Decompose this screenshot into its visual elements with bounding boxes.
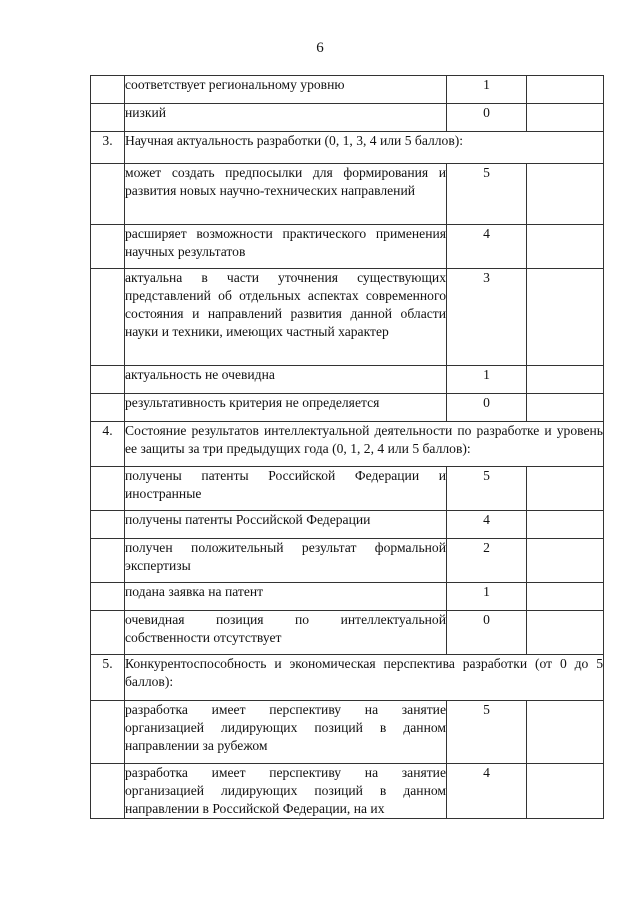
criterion-score: 1 <box>447 583 527 611</box>
row-number <box>91 583 125 611</box>
table-row <box>91 539 604 583</box>
criterion-text: получены патенты Российской Федерации <box>125 511 447 539</box>
criterion-score: 2 <box>447 539 527 583</box>
row-number <box>91 467 125 511</box>
section-number: 4. <box>91 422 125 467</box>
row-number <box>91 225 125 269</box>
criterion-score: 5 <box>447 467 527 511</box>
criterion-score: 4 <box>447 511 527 539</box>
row-number <box>91 539 125 583</box>
row-number <box>91 76 125 104</box>
criterion-score: 5 <box>447 701 527 764</box>
table-row <box>91 611 604 655</box>
evaluation-cell <box>527 764 604 819</box>
evaluation-cell <box>527 164 604 225</box>
section-title: Научная актуальность разработки (0, 1, 3, 4 или 5 баллов): <box>125 132 604 164</box>
evaluation-cell <box>527 225 604 269</box>
criterion-score: 0 <box>447 611 527 655</box>
table-row <box>91 225 604 269</box>
row-number <box>91 611 125 655</box>
row-number <box>91 511 125 539</box>
criterion-text: соответствует региональному уровню <box>125 76 447 104</box>
criterion-score: 0 <box>447 104 527 132</box>
criterion-score: 1 <box>447 366 527 394</box>
evaluation-cell <box>527 511 604 539</box>
criterion-score: 5 <box>447 164 527 225</box>
row-number <box>91 366 125 394</box>
criterion-text: результативность критерия не определяется <box>125 394 447 422</box>
table-row <box>91 394 604 422</box>
criterion-text: получены патенты Российской Федерации и иностранные <box>125 467 447 511</box>
criterion-text: актуальность не очевидна <box>125 366 447 394</box>
evaluation-cell <box>527 467 604 511</box>
section-header-row <box>91 132 604 164</box>
table-row <box>91 366 604 394</box>
table-row <box>91 269 604 366</box>
criterion-text: подана заявка на патент <box>125 583 447 611</box>
row-number <box>91 104 125 132</box>
table-row <box>91 511 604 539</box>
criterion-text: расширяет возможности практического применения научных результатов <box>125 225 447 269</box>
criterion-score: 4 <box>447 764 527 819</box>
table-row <box>91 76 604 104</box>
row-number <box>91 764 125 819</box>
criterion-text: низкий <box>125 104 447 132</box>
section-title: Состояние результатов интеллектуальной деятельности по разработке и уровень ее защиты за три предыдущих года (0, 1, 2, 4 или 5 баллов): <box>125 422 604 467</box>
evaluation-cell <box>527 269 604 366</box>
criterion-score: 0 <box>447 394 527 422</box>
table-row <box>91 701 604 764</box>
criterion-score: 4 <box>447 225 527 269</box>
section-number: 3. <box>91 132 125 164</box>
section-title: Конкурентоспособность и экономическая перспектива разработки (от 0 до 5 баллов): <box>125 655 604 701</box>
criterion-text: разработка имеет перспективу на занятие организацией лидирующих позиций в данном направлении в Российской Федерации, на их <box>125 764 447 819</box>
evaluation-cell <box>527 539 604 583</box>
criterion-score: 1 <box>447 76 527 104</box>
evaluation-cell <box>527 701 604 764</box>
section-header-row <box>91 655 604 701</box>
evaluation-cell <box>527 104 604 132</box>
criteria-table <box>90 75 604 819</box>
table-row <box>91 104 604 132</box>
criterion-text: может создать предпосылки для формирования и развития новых научно-технических направлений <box>125 164 447 225</box>
evaluation-cell <box>527 394 604 422</box>
section-header-row <box>91 422 604 467</box>
criterion-text: очевидная позиция по интеллектуальной собственности отсутствует <box>125 611 447 655</box>
evaluation-cell <box>527 583 604 611</box>
row-number <box>91 164 125 225</box>
evaluation-cell <box>527 611 604 655</box>
row-number <box>91 269 125 366</box>
table-row <box>91 764 604 819</box>
criterion-text: разработка имеет перспективу на занятие организацией лидирующих позиций в данном направлении за рубежом <box>125 701 447 764</box>
table-row <box>91 583 604 611</box>
criterion-text: получен положительный результат формальной экспертизы <box>125 539 447 583</box>
evaluation-cell <box>527 76 604 104</box>
section-number: 5. <box>91 655 125 701</box>
criterion-score: 3 <box>447 269 527 366</box>
row-number <box>91 394 125 422</box>
table-row <box>91 164 604 225</box>
criterion-text: актуальна в части уточнения существующих представлений об отдельных аспектах современного состояния и направлений развития данной области науки и техники, имеющих частный характер <box>125 269 447 366</box>
evaluation-cell <box>527 366 604 394</box>
page-number: 6 <box>316 40 324 56</box>
row-number <box>91 701 125 764</box>
table-row <box>91 467 604 511</box>
